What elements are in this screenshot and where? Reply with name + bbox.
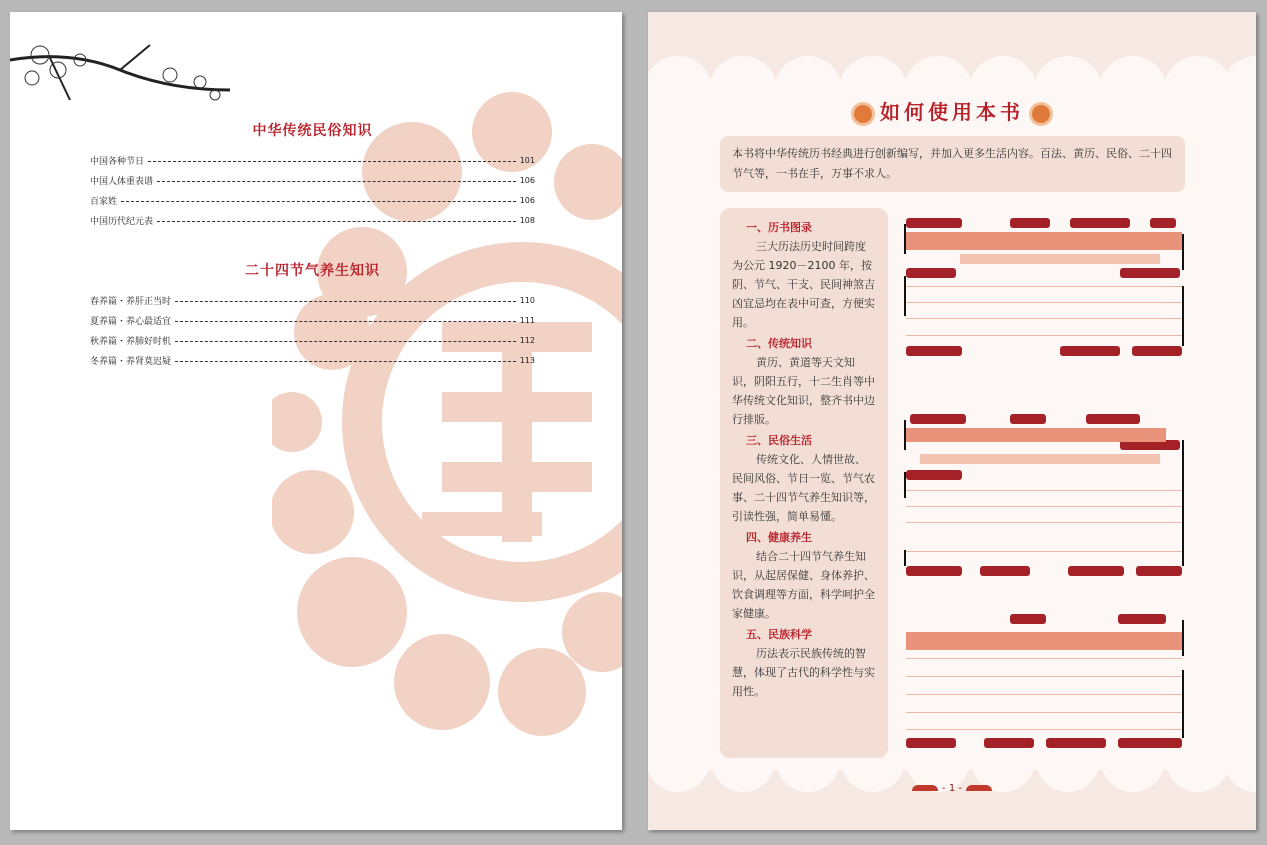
toc-row[interactable]: 中国人体重表谱 106: [90, 175, 535, 187]
toc-row[interactable]: 中国历代纪元表 108: [90, 215, 535, 227]
scallop-border-top: [648, 12, 1256, 82]
toc-section-title: 中华传统民俗知识: [252, 123, 373, 139]
calendar-sample-2: [900, 410, 1200, 580]
wing-ornament-icon: [912, 785, 938, 791]
toc-section-title: 二十四节气养生知识: [245, 263, 380, 279]
toc-row[interactable]: 夏养篇・养心最适宜 111: [90, 315, 535, 327]
toc-row[interactable]: 中国各种节日 101: [90, 155, 535, 167]
section-heading: 四、健康养生: [746, 531, 812, 544]
toc-section-folk-knowledge: [90, 120, 535, 230]
section-heading: 五、民族科学: [746, 628, 812, 641]
section-body: 历法表示民族传统的智慧，体现了古代的科学性与实用性。: [732, 647, 875, 698]
left-page: [10, 12, 622, 830]
features-sidebar: [720, 208, 888, 758]
section-body: 黄历、黄道等天文知识，阴阳五行，十二生肖等中华传统文化知识，整齐书中边行排版。: [732, 356, 875, 426]
toc-row[interactable]: 冬养篇・养肾莫迟疑 113: [90, 355, 535, 367]
section-body: 结合二十四节气养生知识，从起居保健、身体养护、饮食调理等方面，科学呵护全家健康。: [732, 550, 875, 620]
toc-section-solar-terms: [90, 260, 535, 370]
page-number: - 1 -: [648, 783, 1256, 794]
section-body: 传统文化、人情世故、民间风俗、节日一览、节气农事、二十四节气养生知识等，引读性强，简单易懂。: [732, 453, 875, 523]
toc-row[interactable]: 百家姓 106: [90, 195, 535, 207]
wing-ornament-icon: [966, 785, 992, 791]
plum-branch-illustration: [10, 30, 250, 120]
intro-box: 本书将中华传统历书经典进行创新编写，并加入更多生活内容。百法、黄历、民俗、二十四节气等，一书在手，万事不求人。: [720, 136, 1185, 192]
toc-row[interactable]: 春养篇・养肝正当时 110: [90, 295, 535, 307]
scallop-border-bottom: [648, 770, 1256, 830]
flower-ornament-icon: [1032, 105, 1050, 123]
section-heading: 二、传统知识: [746, 337, 812, 350]
section-heading: 三、民俗生活: [746, 434, 812, 447]
calendar-sample-3: [900, 608, 1200, 758]
toc-row[interactable]: 秋养篇・养肺好时机 112: [90, 335, 535, 347]
section-heading: 一、历书图录: [746, 221, 812, 234]
flower-ornament-icon: [854, 105, 872, 123]
calendar-sample-1: [900, 216, 1200, 356]
section-body: 三大历法历史时间跨度为公元 1920－2100 年，按阴、节气、干支、民间神煞吉凶宜忌均在表中可查，方便实用。: [732, 240, 875, 329]
page-title: 如何使用本书: [648, 96, 1256, 125]
right-page: [648, 12, 1256, 830]
